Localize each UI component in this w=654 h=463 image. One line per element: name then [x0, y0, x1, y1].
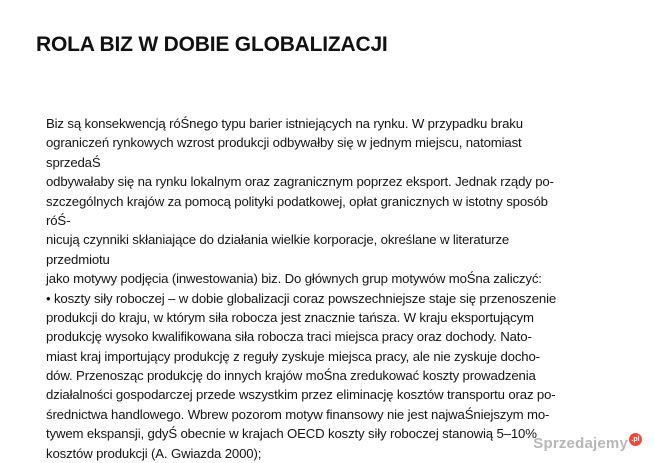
text-line: sprzedaŚ	[46, 154, 101, 170]
text-line: dów. Przenosząc produkcję do innych krajów moŚna zredukować koszty prowadzenia	[46, 368, 536, 384]
text-line: działalności gospodarczej przede wszystkim przez eliminację kosztów transportu oraz po-	[46, 387, 556, 403]
text-line: nicują czynniki skłaniające do działania wielkie korporacje, określane w literaturze	[46, 232, 510, 248]
text-line: Biz są konsekwencją róŚnego typu barier istniejących na rynku. W przypadku braku	[46, 116, 523, 131]
text-line: produkcję wysoko kwalifikowana siła robocza traci miejsca pracy oraz dochody. Nato-	[46, 329, 532, 345]
watermark-logo	[533, 435, 642, 452]
text-line: jako motywy podjęcia (inwestowania) biz. Do głównych grup motywów moŚna zaliczyć:	[46, 271, 542, 287]
text-line: miast kraj importujący produkcję z reguły zyskuje miejsca pracy, ale nie zyskuje docho-	[46, 348, 540, 364]
text-line: kosztów produkcji (A. Gwiazda 2000);	[46, 445, 262, 461]
text-line: • koszty siły roboczej – w dobie globalizacji coraz powszechniejsze staje się przenoszenie	[46, 290, 557, 306]
text-line: odbywałaby się na rynku lokalnym oraz zagranicznym poprzez eksport. Jednak rządy po-	[46, 174, 554, 190]
watermark-badge: .pl	[629, 433, 642, 446]
text-line: róŚ-	[46, 212, 71, 228]
text-line: tywem ekspansji, gdyŚ obecnie w krajach OECD koszty siły roboczej stanowią 5–10%	[46, 426, 537, 442]
text-line: średnictwa handlowego. Wbrew pozorom motyw finansowy nie jest najwaŚniejszym mo-	[46, 406, 550, 422]
document-body	[46, 114, 646, 463]
document-title: ROLA BIZ W DOBIE GLOBALIZACJI	[36, 33, 388, 56]
watermark-text: Sprzedajemy	[533, 435, 628, 452]
text-line: ograniczeń rynkowych wzrost produkcji odbywałby się w jednym miejscu, natomiast	[46, 135, 522, 151]
text-line: produkcji do kraju, w którym siła robocza jest znacznie tańsza. W kraju eksportującym	[46, 309, 534, 325]
text-line: przedmiotu	[46, 251, 110, 267]
text-line: szczególnych krajów za pomocą polityki podatkowej, opłat granicznych w istotny sposób	[46, 193, 548, 209]
